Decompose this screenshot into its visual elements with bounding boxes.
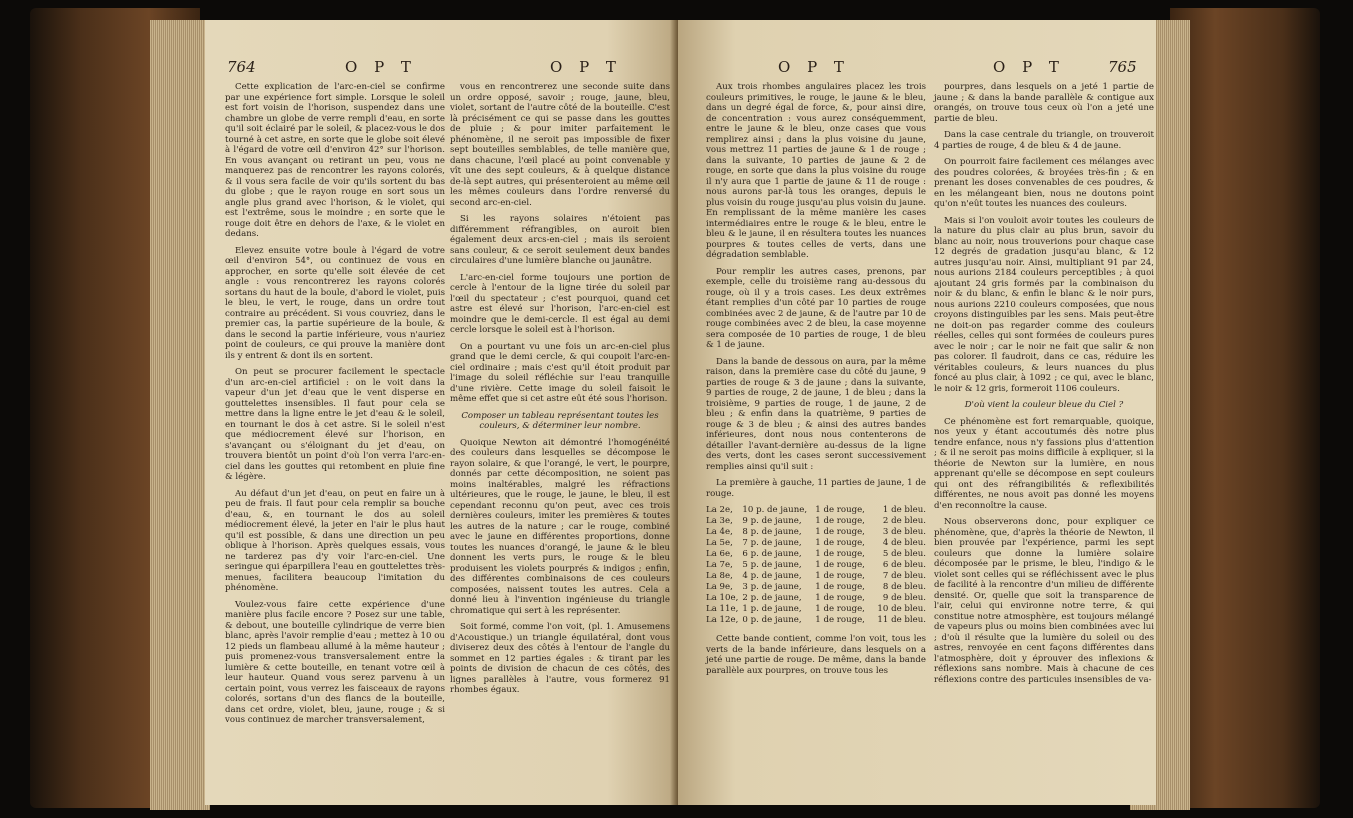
- table-cell: 1 de rouge,: [815, 549, 865, 559]
- paragraph: Cette explication de l'arc-en-ciel se confirme par une expérience fort simple. Lorsque le soleil est fort voisin de l'horison, suspendez dans une chambre un globe de verre rempli d'eau, en sorte qu'il soit éclairé par le soleil, & placez-vous le dos tourné à cet astre, en sorte que le globe soit élevé à l'égard de votre œil d'environ 42° sur l'horison. En vous avançant ou retirant un peu, vous ne manquerez pas de rencontrer les rayons colorés, & il vous sera facile de voir qu'ils sortent du bas du globe ; que le rayon rouge en sort sous un angle plus grand avec l'horison, & le violet, qui est l'extrême, sous le moindre ; en sorte que le rouge doit être en dehors de l'axe, & le violet en dedans.: [225, 82, 445, 239]
- table-cell: 6 p. de jaune,: [742, 549, 802, 559]
- left-column-2: [450, 82, 670, 702]
- paragraph: On peut se procurer facilement le spectacle d'un arc-en-ciel artificiel : on le voit dans la vapeur d'un jet d'eau que le vent disperse en gouttelettes insensibles. Il faut pour cela se mettre dans la ligne entre le jet d'eau & le soleil, en tournant le dos à cet astre. Si le soleil n'est que médiocrement élevé sur l'horison, en s'avançant ou s'éloignant du jet d'eau, on trouvera bientôt un point d'où l'on verra l'arc-en-ciel dans les gouttes qui retombent en pluie fine & légère.: [225, 367, 445, 482]
- section-heading: Composer un tableau représentant toutes les couleurs, & déterminer leur nombre.: [461, 410, 659, 431]
- table-cell: 10 p. de jaune,: [742, 505, 808, 515]
- table-cell: La 5e,: [706, 538, 733, 548]
- section-heading: D'où vient la couleur bleue du Ciel ?: [964, 400, 1124, 410]
- table-row: [706, 571, 926, 582]
- right-cover: [1170, 8, 1320, 808]
- table-cell: 3 p. de jaune,: [742, 582, 802, 592]
- left-page-edges: [150, 20, 210, 810]
- table-row: [706, 516, 926, 527]
- table-cell: 1 de rouge,: [815, 615, 865, 625]
- table-row: [706, 615, 926, 626]
- table-cell: 3 de bleu.: [882, 527, 926, 537]
- paragraph: On a pourtant vu une fois un arc-en-ciel plus grand que le demi cercle, & qui coupoit l'arc-en-ciel ordinaire ; mais c'est qu'il étoit produit par l'image du soleil réfléchie sur l'eau tranquille d'une rivière. Cette image du soleil faisoit le même effet que si cet astre eût été sous l'horison.: [450, 341, 670, 404]
- right-column-1: [706, 82, 926, 682]
- table-cell: 11 de bleu.: [877, 615, 926, 625]
- paragraph: L'arc-en-ciel forme toujours une portion de cercle à l'entour de la ligne tirée du soleil par l'œil du spectateur ; c'est pourquoi, quand cet astre est élevé sur l'horison, l'arc-en-ciel est moindre que le demi-cercle. Il est égal au demi cercle lorsque le soleil est à l'horison.: [450, 272, 670, 335]
- table-cell: La 2e,: [706, 505, 733, 515]
- table-cell: 1 de rouge,: [815, 560, 865, 570]
- table-cell: La 8e,: [706, 571, 733, 581]
- table-cell: 5 de bleu.: [882, 549, 926, 559]
- table-cell: 9 de bleu.: [882, 593, 926, 603]
- table-cell: La 7e,: [706, 560, 733, 570]
- paragraph: pourpres, dans lesquels on a jeté 1 partie de jaune ; & dans la bande parallèle & contigue aux orangés, on trouve tous ceux où l'on a jeté une partie de bleu.: [934, 82, 1154, 124]
- table-cell: La 10e,: [706, 593, 739, 603]
- left-page-number: 764: [227, 58, 256, 76]
- table-cell: 7 p. de jaune,: [742, 538, 802, 548]
- table-cell: 8 p. de jaune,: [742, 527, 802, 537]
- table-cell: 2 p. de jaune,: [742, 593, 802, 603]
- paragraph: On pourroit faire facilement ces mélanges avec des poudres colorées, & broyées très-fin ; & en prenant les doses convenables de ces poudres, & en les mélangeant bien, nous ne doutons point qu'on n'eût toutes les nuances des couleurs.: [934, 157, 1154, 209]
- color-mix-table: [706, 505, 926, 626]
- paragraph: Ce phénomène est fort remarquable, quoique, nos yeux y étant accoutumés dès notre plus tendre enfance, nous n'y fassions plus d'attention ; & il ne seroit pas moins difficile à expliquer, si la théorie de Newton sur la lumière, en nous apprenant qu'elle se décompose en sept couleurs qui ont des réfrangibilités & reflexibilités différentes, ne nous avoit pas donné les moyens d'en reconnoître la cause.: [934, 416, 1154, 511]
- paragraph: Quoique Newton ait démontré l'homogénéité des couleurs dans lesquelles se décompose le rayon solaire, & que l'orangé, le vert, le pourpre, donnés par cette décomposition, ne soient pas moins inaltérables, malgré les réfractions ultérieures, que le rouge, le jaune, le bleu, il est cependant reconnu qu'on peut, avec ces trois dernières couleurs, imiter les premières & toutes les autres de la nature ; car le rouge, combiné avec le jaune en différentes proportions, donne toutes les nuances d'orangé, le jaune & le bleu donnent les verts purs, le rouge & le bleu produisent les violets pourprés & indigos ; enfin, des différentes combinaisons de ces couleurs composées, naissent toutes les autres. Cela a donné lieu à l'invention ingénieuse du triangle chromatique qui sert à les représenter.: [450, 437, 670, 616]
- table-cell: 1 p. de jaune,: [742, 604, 802, 614]
- paragraph: Nous observerons donc, pour expliquer ce phénomène, que, d'après la théorie de Newton, il bien prouvée par l'expérience, parmi les sept couleurs que donne la lumière solaire décomposée par le prisme, le bleu, l'indigo & le violet sont celles qui se réfléchissent avec le plus de facilité à la rencontre d'un milieu de différente densité. Or, quelle que soit la transparence de l'air, celui qui environne notre terre, & qui constitue notre atmosphère, est toujours mélangé de vapeurs plus ou moins bien combinées avec lui ; d'où il résulte que la lumière du soleil ou des astres, renvoyée en cent façons différentes dans l'atmosphère, doit y éprouver des inflexions & réflexions sans nombre. Mais à chacune de ces réflexions contre des particules insensibles de va-: [934, 517, 1154, 685]
- table-row: [706, 538, 926, 549]
- left-column-1: [225, 82, 445, 732]
- table-cell: La 9e,: [706, 582, 733, 592]
- table-row: [706, 582, 926, 593]
- table-cell: 1 de rouge,: [815, 593, 865, 603]
- table-cell: 5 p. de jaune,: [742, 560, 802, 570]
- left-running-header: O P T: [345, 58, 417, 76]
- table-row: [706, 604, 926, 615]
- left-running-header-2: O P T: [550, 58, 622, 76]
- table-cell: 1 de rouge,: [815, 538, 865, 548]
- table-cell: 8 de bleu.: [882, 582, 926, 592]
- table-cell: 0 p. de jaune,: [742, 615, 802, 625]
- table-cell: La 6e,: [706, 549, 733, 559]
- table-cell: La 3e,: [706, 516, 733, 526]
- table-cell: 7 de bleu.: [882, 571, 926, 581]
- right-column-2: [934, 82, 1154, 691]
- paragraph: Si les rayons solaires n'étoient pas différemment réfrangibles, on auroit bien également deux arcs-en-ciel ; mais ils seroient sans couleur, & ce seroit seulement deux bandes circulaires d'une lumière blanche ou jaunâtre.: [450, 214, 670, 266]
- paragraph: Cette bande contient, comme l'on voit, tous les verts de la bande inférieure, dans lesquels on a jeté une partie de rouge. De même, dans la bande parallèle aux pourpres, on trouve tous les: [706, 634, 926, 676]
- table-row: [706, 505, 926, 516]
- right-running-header-2: O P T: [993, 58, 1065, 76]
- table-cell: 4 de bleu.: [882, 538, 926, 548]
- right-page-number: 765: [1108, 58, 1137, 76]
- table-cell: 6 de bleu.: [882, 560, 926, 570]
- paragraph: Aux trois rhombes angulaires placez les trois couleurs primitives, le rouge, le jaune & le bleu, dans un degré égal de force, &, pour ainsi dire, de concentration : vous aurez conséquemment, entre le jaune & le bleu, onze cases que vous remplirez ainsi ; dans la plus voisine du jaune, vous mettrez 11 parties de jaune & 1 de rouge ; dans la suivante, 10 parties de jaune & 2 de rouge, en sorte que dans la plus voisine du rouge il n'y aura que 1 partie de jaune & 11 de rouge : nous aurons par-là tous les oranges, depuis le plus voisin du rouge jusqu'au plus voisin du jaune. En remplissant de la même manière les cases intermédiaires entre le rouge & le bleu, entre le bleu & le jaune, il en résultera toutes les nuances pourpres & toutes celles de verts, dans une dégradation semblable.: [706, 82, 927, 260]
- table-cell: 1 de rouge,: [815, 604, 865, 614]
- table-cell: 4 p. de jaune,: [742, 571, 802, 581]
- table-cell: 10 de bleu.: [877, 604, 926, 614]
- table-cell: La 11e,: [706, 604, 739, 614]
- paragraph: vous en rencontrerez une seconde suite dans un ordre opposé, savoir ; rouge, jaune, bleu, violet, sortant de l'autre côté de la bouteille. C'est là précisément ce qui se passe dans les gouttes de pluie ; & pour imiter parfaitement le phénomène, il ne seroit pas impossible de fixer sept bouteilles semblables, de telle manière que, dans chacune, l'œil placé au point convenable y vît une des sept couleurs, & à quelque distance de-là sept autres, qui présenteroient au même œil les mêmes couleurs dans l'ordre renversé du second arc-en-ciel.: [450, 82, 670, 208]
- table-cell: 9 p. de jaune,: [742, 516, 802, 526]
- paragraph: Dans la bande de dessous on aura, par la même raison, dans la première case du côté du jaune, 9 parties de rouge & 3 de jaune ; dans la suivante, 9 parties de rouge, 2 de jaune, 1 de bleu ; dans la troisième, 9 parties de rouge, 1 de jaune, 2 de bleu ; & enfin dans la quatrième, 9 parties de rouge & 3 de bleu ; & ainsi des autres bandes inférieures, dont nous nous contenterons de détailler l'avant-dernière au-dessus de la ligne des verts, dont les cases seront successivement remplies ainsi qu'il suit :: [706, 356, 926, 472]
- paragraph: Voulez-vous faire cette expérience d'une manière plus facile encore ? Posez sur une table, & debout, une bouteille cylindrique de verre bien blanc, après l'avoir remplie d'eau ; mettez à 10 ou 12 pieds un flambeau allumé à la même hauteur ; puis promenez-vous transversalement entre la lumière & cette bouteille, en tenant votre œil à leur hauteur. Quand vous serez parvenu à un certain point, vous verrez les faisceaux de rayons colorés, sortans d'un des flancs de la bouteille, dans cet ordre, violet, bleu, jaune, rouge ; & si vous continuez de marcher transversalement,: [225, 599, 445, 725]
- right-page: [678, 20, 1156, 805]
- table-row: [706, 549, 926, 560]
- paragraph: Mais si l'on vouloit avoir toutes les couleurs de la nature du plus clair au plus brun, savoir du blanc au noir, nous trouverions pour chaque case 12 degrés de gradation jusqu'au blanc, & 12 autres jusqu'au noir. Ainsi, multipliant 91 par 24, nous aurions 2184 couleurs perceptibles ; à quoi ajoutant 24 gris formés par la combinaison du noir & du blanc, & enfin le blanc & le noir purs, nous aurions 2210 couleurs composées, que nous croyons distinguibles par les sens. Mais peut-être ne doit-on pas regarder comme des couleurs réelles, celles qui sont formées de couleurs pures avec le noir ; car le noir ne fait que salir & non pas colorer. Il faudroit, dans ce cas, réduire les véritables couleurs, & leurs nuances du plus foncé au plus clair, à 1092 ; ce qui, avec le blanc, le noir & 12 gris, formeroit 1106 couleurs.: [934, 215, 1154, 394]
- table-cell: 1 de bleu.: [882, 505, 926, 515]
- table-cell: 1 de rouge,: [815, 527, 865, 537]
- paragraph: Pour remplir les autres cases, prenons, par exemple, celle du troisième rang au-dessous du rouge, où il y a trois cases. Les deux extrêmes étant remplies d'un côté par 10 parties de rouge combinées avec 2 de jaune, & de l'autre par 10 de rouge combinées avec 2 de bleu, la case moyenne sera composée de 10 parties de rouge, 1 de bleu & 1 de jaune.: [706, 266, 926, 350]
- table-row: [706, 560, 926, 571]
- table-row: [706, 593, 926, 604]
- table-cell: 1 de rouge,: [815, 516, 865, 526]
- left-page: [205, 20, 678, 805]
- table-row: [706, 527, 926, 538]
- table-cell: La 4e,: [706, 527, 733, 537]
- table-cell: 1 de rouge,: [815, 571, 865, 581]
- paragraph: Elevez ensuite votre boule à l'égard de votre œil d'environ 54°, ou continuez de vous en approcher, en sorte qu'elle soit élevée de cet angle : vous rencontrerez les rayons colorés sortans du haut de la boule, d'abord le violet, puis le bleu, le vert, le rouge, dans un ordre tout contraire au précédent. Si vous couvriez, dans le premier cas, la partie supérieure de la boule, & dans le second la partie inférieure, vous n'auriez point de couleurs, ce qui prouve la manière dont ils y entrent & dont ils en sortent.: [225, 245, 445, 361]
- table-cell: 2 de bleu.: [882, 516, 926, 526]
- table-cell: 1 de rouge,: [815, 582, 865, 592]
- table-cell: La 12e,: [706, 615, 739, 625]
- paragraph: Soit formé, comme l'on voit, (pl. 1. Amusemens d'Acoustique.) un triangle équilatéral, dont vous diviserez deux des côtés à l'entour de l'angle du sommet en 12 parties égales : & tirant par les points de division de chacun de ces côtés, des lignes parallèles à l'autre, vous formerez 91 rhombes égaux.: [450, 622, 670, 695]
- table-cell: 1 de rouge,: [815, 505, 865, 515]
- right-running-header: O P T: [778, 58, 850, 76]
- paragraph: Dans la case centrale du triangle, on trouveroit 4 parties de rouge, 4 de bleu & 4 de jaune.: [934, 130, 1154, 151]
- paragraph: La première à gauche, 11 parties de jaune, 1 de rouge.: [706, 478, 926, 499]
- paragraph: Au défaut d'un jet d'eau, on peut en faire un à peu de frais. Il faut pour cela remplir sa bouche d'eau, &, en tournant le dos au soleil médiocrement élevé, la jeter en l'air le plus haut qu'il est possible, & dans une direction un peu oblique à l'horison. Après quelques essais, vous ne tarderez pas d'y voir l'arc-en-ciel. Une seringue qui éparpillera l'eau en gouttelettes très-menues, facilitera beaucoup l'imitation du phénomène.: [225, 488, 445, 593]
